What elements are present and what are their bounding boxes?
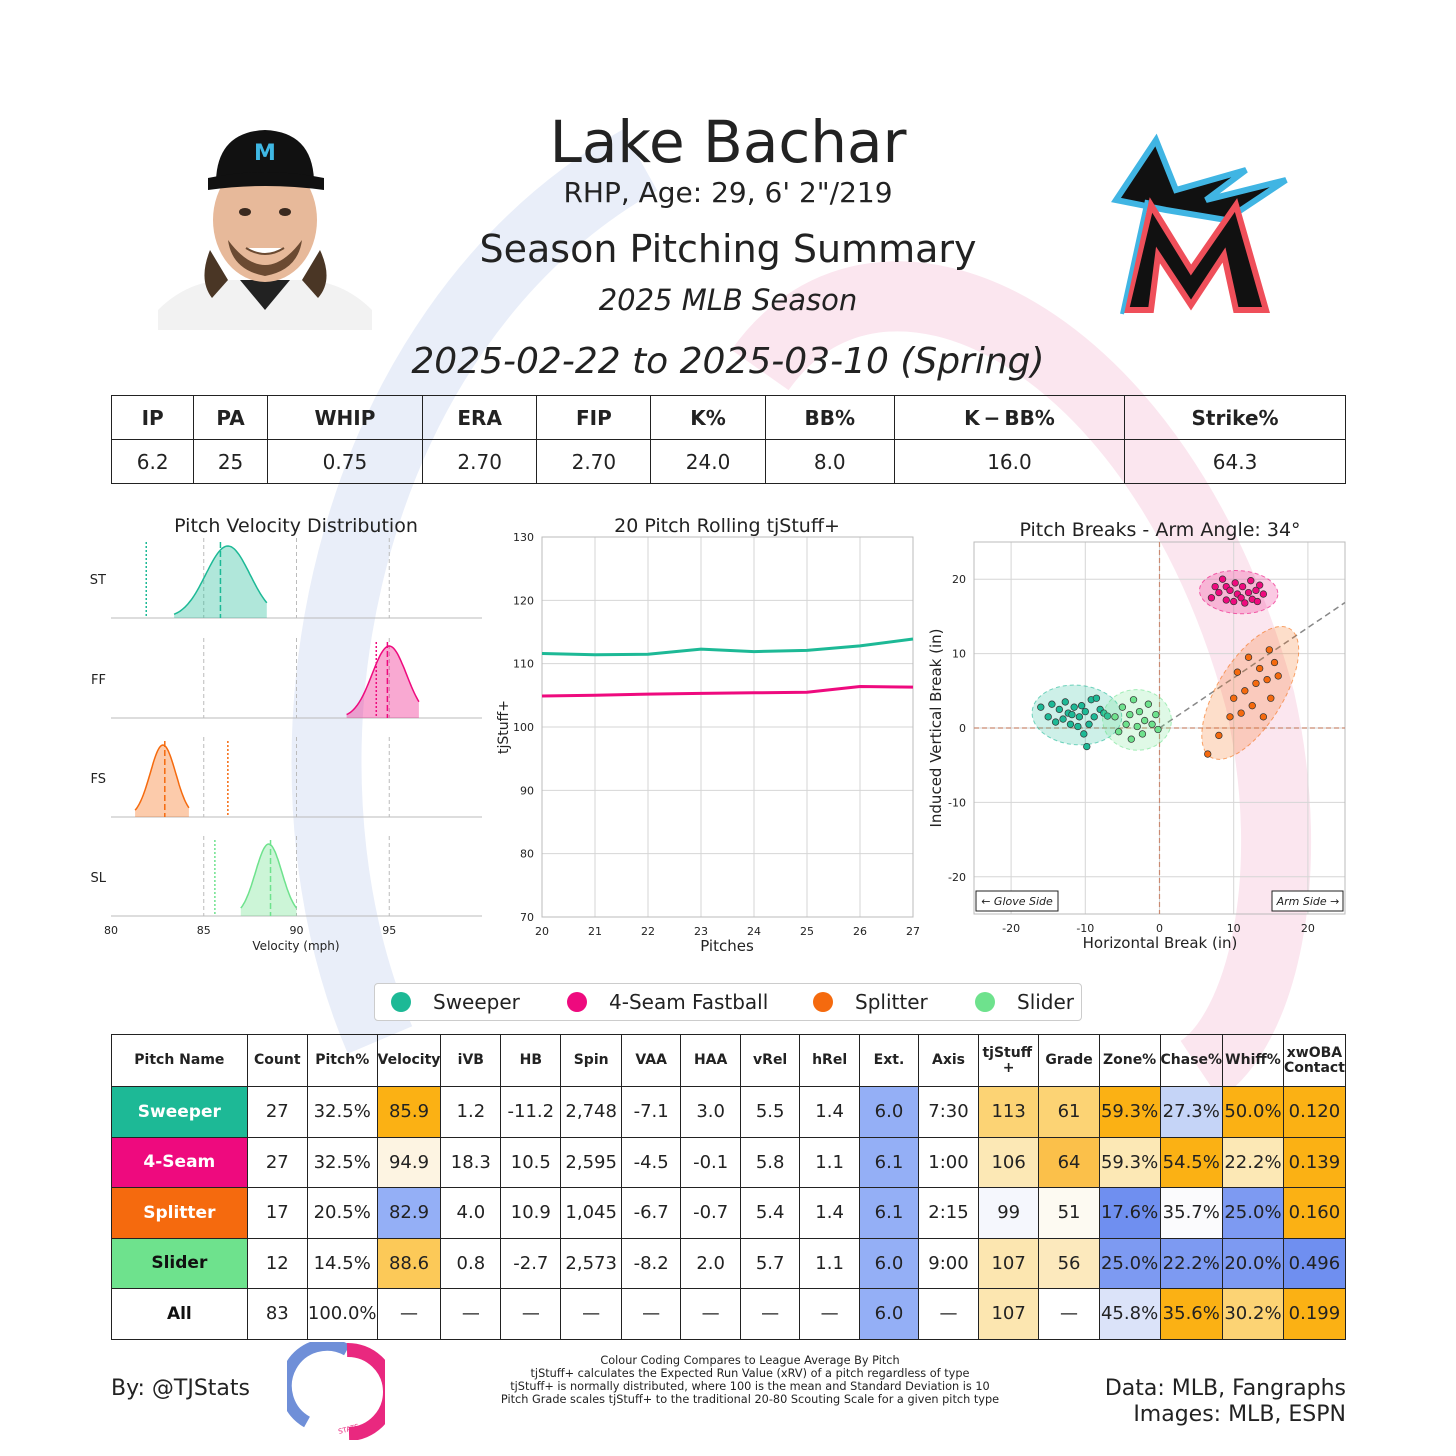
- x-tick-label: 25: [800, 925, 814, 938]
- scatter-point: [1247, 577, 1254, 584]
- player-bio: RHP, Age: 29, 6' 2"/219: [563, 176, 893, 209]
- scatter-point: [1208, 595, 1215, 602]
- x-tick-label: 26: [853, 925, 867, 938]
- scatter-point: [1271, 659, 1278, 666]
- series-line: [542, 639, 913, 655]
- season-stats-table: [111, 395, 1346, 484]
- scatter-point: [1076, 714, 1083, 721]
- stat-header: ERA: [423, 396, 537, 440]
- pitch-table-header: Spin: [561, 1035, 621, 1087]
- pitch-table-cell: 0.160: [1283, 1188, 1345, 1239]
- x-tick-label: 24: [747, 925, 761, 938]
- pitch-table-cell: 1,045: [561, 1188, 621, 1239]
- velocity-distribution-chart: [80, 510, 500, 960]
- scatter-point: [1119, 704, 1126, 711]
- stat-value: 16.0: [894, 440, 1124, 484]
- pitch-table-header: VAA: [621, 1035, 681, 1087]
- scatter-point: [1112, 714, 1119, 721]
- table-row: [112, 1188, 1346, 1239]
- player-name: Lake Bachar: [549, 108, 907, 176]
- pitch-table-cell: -4.5: [621, 1137, 681, 1188]
- y-tick-label: 20: [952, 573, 966, 587]
- legend-swatch: [813, 992, 833, 1012]
- pitch-table-cell: 25.0%: [1223, 1188, 1284, 1239]
- pitch-table-cell: 107: [978, 1289, 1039, 1340]
- legend-item: [567, 990, 768, 1014]
- pitch-table-header: xwOBA Contact: [1283, 1035, 1345, 1087]
- pitch-table-cell: 32.5%: [307, 1137, 377, 1188]
- pitch-table-header: Grade: [1039, 1035, 1099, 1087]
- pitch-legend: [374, 983, 1082, 1021]
- footnote: tjStuff+ calculates the Expected Run Value (xRV) of a pitch regardless of type: [530, 1367, 970, 1380]
- footnotes: [470, 1354, 1030, 1406]
- pitch-table-cell: —: [501, 1289, 561, 1340]
- pitch-table-cell: -0.1: [681, 1137, 741, 1188]
- x-tick-label: 0: [1156, 922, 1163, 935]
- pitch-name-cell: Slider: [112, 1238, 248, 1289]
- pitch-table-cell: 6.0: [859, 1289, 918, 1340]
- scatter-point: [1082, 708, 1089, 715]
- images-credit: Images: MLB, ESPN: [1133, 1402, 1346, 1427]
- scatter-point: [1232, 580, 1239, 587]
- scatter-point: [1045, 714, 1052, 721]
- scatter-point: [1056, 706, 1063, 713]
- scatter-point: [1078, 702, 1085, 709]
- pitch-table-header: Axis: [919, 1035, 979, 1087]
- pitch-table-cell: 1.2: [441, 1087, 501, 1138]
- y-tick-label: 110: [513, 657, 534, 671]
- pitch-table-cell: 20.5%: [307, 1188, 377, 1239]
- pitch-name-cell: Splitter: [112, 1188, 248, 1239]
- x-tick-label: 10: [1226, 922, 1241, 935]
- scatter-point: [1134, 723, 1141, 730]
- scatter-point: [1149, 721, 1156, 728]
- stat-header: Strike%: [1125, 396, 1346, 440]
- pitch-table-cell: 6.1: [859, 1188, 918, 1239]
- chart-title: Pitch Breaks - Arm Angle: 34°: [1019, 519, 1301, 541]
- legend-swatch: [391, 992, 411, 1012]
- pitch-table-cell: -2.7: [501, 1238, 561, 1289]
- stat-value: 24.0: [651, 440, 765, 484]
- footnote: Pitch Grade scales tjStuff+ to the traditional 20-80 Scouting Scale for a given pitch type: [500, 1393, 1000, 1406]
- y-tick-label: -10: [948, 796, 966, 810]
- scatter-point: [1245, 654, 1252, 661]
- pitch-table-cell: 7:30: [919, 1087, 979, 1138]
- scatter-point: [1212, 583, 1219, 590]
- pitch-table-cell: —: [1039, 1289, 1099, 1340]
- x-tick-label: 22: [641, 925, 655, 938]
- pitch-table-cell: -7.1: [621, 1087, 681, 1138]
- scatter-point: [1249, 702, 1256, 709]
- pitch-table-cell: —: [377, 1289, 441, 1340]
- pitch-table-cell: —: [441, 1289, 501, 1340]
- table-row: [112, 1137, 1346, 1188]
- x-axis-label: Pitches: [700, 937, 754, 955]
- density-area: [135, 745, 189, 817]
- stat-header: FIP: [537, 396, 651, 440]
- x-tick-label: 21: [588, 925, 602, 938]
- pitch-table-cell: 54.5%: [1160, 1137, 1223, 1188]
- pitch-table-cell: 2:15: [919, 1188, 979, 1239]
- legend-item: [975, 990, 1074, 1014]
- scatter-point: [1075, 723, 1082, 730]
- pitch-table-cell: 20.0%: [1223, 1238, 1284, 1289]
- series-line: [542, 687, 913, 697]
- pitch-table-header: HAA: [681, 1035, 741, 1087]
- y-tick-label: 70: [520, 911, 534, 924]
- pitch-table-cell: 59.3%: [1099, 1137, 1160, 1188]
- y-tick-label: 80: [520, 847, 534, 861]
- scatter-point: [1141, 717, 1148, 724]
- author-credit: By: @TJStats: [111, 1376, 251, 1401]
- scatter-point: [1216, 732, 1223, 739]
- pitch-table-header: iVB: [441, 1035, 501, 1087]
- scatter-point: [1130, 696, 1137, 703]
- row-label: ST: [89, 573, 106, 588]
- pitch-table-cell: 35.6%: [1160, 1289, 1223, 1340]
- pitch-name-cell: All: [112, 1289, 248, 1340]
- row-label: FS: [90, 772, 106, 787]
- scatter-point: [1260, 591, 1267, 598]
- pitch-table-cell: 88.6: [377, 1238, 441, 1289]
- scatter-point: [1155, 726, 1162, 733]
- logo-text: STATS: [337, 1422, 360, 1436]
- pitch-table-cell: 5.8: [740, 1137, 799, 1188]
- scatter-point: [1081, 731, 1088, 738]
- pitch-table-cell: 4.0: [441, 1188, 501, 1239]
- x-tick-label: 23: [694, 925, 708, 938]
- pitch-table-cell: 1.4: [800, 1087, 860, 1138]
- pitch-table-cell: 1.1: [800, 1137, 860, 1188]
- scatter-point: [1266, 647, 1273, 654]
- legend-item: [813, 990, 928, 1014]
- pitch-table-cell: 2.0: [681, 1238, 741, 1289]
- pitch-table-header: Zone%: [1099, 1035, 1160, 1087]
- pitch-table-cell: —: [800, 1289, 860, 1340]
- y-tick-label: 90: [520, 784, 534, 798]
- scatter-point: [1115, 728, 1122, 735]
- x-tick-label: 27: [906, 925, 920, 938]
- arm-side-label: Arm Side →: [1276, 895, 1340, 908]
- x-tick-label: 85: [196, 924, 211, 937]
- cluster-ellipse: [1183, 612, 1318, 775]
- x-tick-label: 95: [382, 924, 397, 937]
- pitch-table-cell: 2,573: [561, 1238, 621, 1289]
- pitch-table-cell: 1:00: [919, 1137, 979, 1188]
- scatter-point: [1052, 719, 1059, 726]
- density-area: [241, 844, 297, 916]
- data-credit: Data: MLB, Fangraphs: [1104, 1376, 1346, 1401]
- pitch-table-cell: 0.8: [441, 1238, 501, 1289]
- pitch-table-cell: 35.7%: [1160, 1188, 1223, 1239]
- pitch-table-header: Pitch Name: [112, 1035, 248, 1087]
- scatter-point: [1123, 721, 1130, 728]
- scatter-point: [1219, 576, 1226, 583]
- scatter-point: [1275, 673, 1282, 680]
- pitch-table-cell: -8.2: [621, 1238, 681, 1289]
- pitch-table-cell: 2,748: [561, 1087, 621, 1138]
- pitch-table-cell: 59.3%: [1099, 1087, 1160, 1138]
- scatter-point: [1139, 731, 1146, 738]
- legend-label: Slider: [1017, 990, 1075, 1014]
- scatter-point: [1086, 721, 1093, 728]
- pitch-table-header: hRel: [800, 1035, 860, 1087]
- pitch-metrics-table: [111, 1034, 1346, 1340]
- scatter-point: [1234, 669, 1241, 676]
- density-area: [347, 646, 419, 718]
- pitch-table-header: Pitch%: [307, 1035, 377, 1087]
- stat-header: WHIP: [267, 396, 422, 440]
- pitch-table-cell: 6.1: [859, 1137, 918, 1188]
- scatter-point: [1062, 699, 1069, 706]
- season-label: 2025 MLB Season: [598, 283, 858, 317]
- y-tick-label: 130: [513, 531, 534, 544]
- scatter-point: [1060, 716, 1067, 723]
- stat-value: 0.75: [267, 440, 422, 484]
- pitch-table-cell: 1.4: [800, 1188, 860, 1239]
- x-tick-label: -10: [1076, 922, 1095, 935]
- table-row: [112, 1289, 1346, 1340]
- pitch-table-cell: 10.5: [501, 1137, 561, 1188]
- scatter-point: [1152, 711, 1159, 718]
- pitch-table-cell: -6.7: [621, 1188, 681, 1239]
- scatter-point: [1264, 676, 1271, 683]
- scatter-point: [1230, 598, 1237, 605]
- pitch-table-cell: 64: [1039, 1137, 1099, 1188]
- stats-value-row: [112, 440, 1346, 484]
- pitch-table-cell: 61: [1039, 1087, 1099, 1138]
- pitch-table-cell: —: [681, 1289, 741, 1340]
- pitch-table-cell: 113: [978, 1087, 1039, 1138]
- pitch-table-cell: 0.496: [1283, 1238, 1345, 1289]
- scatter-point: [1069, 711, 1076, 718]
- pitch-table-cell: 99: [978, 1188, 1039, 1239]
- y-axis-label: tjStuff+: [496, 699, 512, 755]
- scatter-point: [1216, 589, 1223, 596]
- glove-side-label: ← Glove Side: [981, 895, 1053, 908]
- pitch-table-cell: 17.6%: [1099, 1188, 1160, 1239]
- scatter-point: [1037, 704, 1044, 711]
- table-row: [112, 1238, 1346, 1289]
- pitch-table-cell: -11.2: [501, 1087, 561, 1138]
- legend-swatch: [975, 992, 995, 1012]
- pitch-table-cell: 18.3: [441, 1137, 501, 1188]
- pitch-table-cell: 27: [247, 1087, 307, 1138]
- pitch-table-cell: 51: [1039, 1188, 1099, 1239]
- stat-header: K − BB%: [894, 396, 1124, 440]
- scatter-point: [1093, 695, 1100, 702]
- pitch-table-cell: 17: [247, 1188, 307, 1239]
- pitch-table-cell: 0.120: [1283, 1087, 1345, 1138]
- scatter-point: [1227, 587, 1234, 594]
- pitch-table-cell: 12: [247, 1238, 307, 1289]
- pitch-table-cell: 5.7: [740, 1238, 799, 1289]
- stat-header: BB%: [765, 396, 894, 440]
- scatter-point: [1049, 701, 1056, 708]
- scatter-point: [1067, 721, 1074, 728]
- pitch-table-cell: —: [919, 1289, 979, 1340]
- pitch-table-cell: 27.3%: [1160, 1087, 1223, 1138]
- date-range: 2025-02-22 to 2025-03-10 (Spring): [411, 341, 1045, 382]
- pitch-breaks-chart: [915, 510, 1365, 960]
- scatter-point: [1242, 600, 1249, 607]
- scatter-point: [1091, 714, 1098, 721]
- pitch-table-header: Velocity: [377, 1035, 441, 1087]
- stat-header: PA: [194, 396, 268, 440]
- scatter-point: [1239, 583, 1246, 590]
- pitch-table-cell: 94.9: [377, 1137, 441, 1188]
- pitch-table-cell: 27: [247, 1137, 307, 1188]
- pitch-table-cell: 6.0: [859, 1087, 918, 1138]
- pitch-table-cell: 85.9: [377, 1087, 441, 1138]
- pitch-table-header: tjStuff +: [978, 1035, 1039, 1087]
- x-axis-label: Horizontal Break (in): [1082, 934, 1238, 952]
- data-credit-block: [1030, 1376, 1346, 1428]
- pitch-table-cell: 2,595: [561, 1137, 621, 1188]
- scatter-point: [1223, 597, 1230, 604]
- pitch-table-cell: 1.1: [800, 1238, 860, 1289]
- pitch-table-cell: 45.8%: [1099, 1289, 1160, 1340]
- scatter-point: [1071, 704, 1078, 711]
- pitch-table-cell: 3.0: [681, 1087, 741, 1138]
- scatter-point: [1256, 582, 1263, 589]
- pitch-table-header: Count: [247, 1035, 307, 1087]
- pitch-table-cell: 100.0%: [307, 1289, 377, 1340]
- legend-label: Sweeper: [433, 990, 520, 1014]
- pitch-table-header-row: [112, 1035, 1346, 1087]
- legend-label: 4-Seam Fastball: [609, 990, 769, 1014]
- scatter-point: [1253, 680, 1260, 687]
- scatter-point: [1268, 695, 1275, 702]
- pitch-name-cell: Sweeper: [112, 1087, 248, 1138]
- scatter-point: [1128, 736, 1135, 743]
- pitch-table-cell: —: [561, 1289, 621, 1340]
- pitch-table-cell: 25.0%: [1099, 1238, 1160, 1289]
- stat-header: K%: [651, 396, 765, 440]
- pitch-table-header: Whiff%: [1223, 1035, 1284, 1087]
- pitch-table-cell: 82.9: [377, 1188, 441, 1239]
- scatter-point: [1238, 710, 1245, 717]
- pitch-table-cell: 83: [247, 1289, 307, 1340]
- chart-title: 20 Pitch Rolling tjStuff+: [614, 515, 840, 537]
- pitch-table-header: vRel: [740, 1035, 799, 1087]
- pitch-table-cell: -0.7: [681, 1188, 741, 1239]
- scatter-point: [1136, 708, 1143, 715]
- x-axis-label: Velocity (mph): [252, 939, 340, 953]
- pitch-table-cell: 0.199: [1283, 1289, 1345, 1340]
- legend-item: [391, 990, 520, 1014]
- pitch-table-header: Chase%: [1160, 1035, 1223, 1087]
- pitch-table-cell: 6.0: [859, 1238, 918, 1289]
- scatter-point: [1127, 711, 1134, 718]
- row-label: SL: [90, 871, 106, 886]
- pitch-table-cell: 9:00: [919, 1238, 979, 1289]
- stat-header: IP: [112, 396, 194, 440]
- rolling-stuff-chart: [490, 510, 930, 960]
- y-tick-label: 100: [513, 721, 534, 734]
- row-label: FF: [91, 673, 106, 688]
- x-tick-label: 20: [535, 925, 549, 938]
- y-axis-label: Induced Vertical Break (in): [927, 628, 945, 828]
- stat-value: 2.70: [423, 440, 537, 484]
- pitch-table-cell: 22.2%: [1160, 1238, 1223, 1289]
- pitch-table-cell: 106: [978, 1137, 1039, 1188]
- scatter-point: [1245, 589, 1252, 596]
- chart-title: Pitch Velocity Distribution: [174, 515, 418, 537]
- y-tick-label: 10: [952, 647, 966, 661]
- pitch-table-cell: 107: [978, 1238, 1039, 1289]
- stat-value: 6.2: [112, 440, 194, 484]
- table-row: [112, 1087, 1346, 1138]
- pitch-table-header: HB: [501, 1035, 561, 1087]
- stats-header-row: [112, 396, 1346, 440]
- x-tick-label: -20: [1002, 922, 1021, 935]
- legend-label: Splitter: [855, 990, 928, 1014]
- pitch-table-cell: 30.2%: [1223, 1289, 1284, 1340]
- pitch-table-cell: —: [621, 1289, 681, 1340]
- pitch-table-cell: 5.5: [740, 1087, 799, 1138]
- svg-text:M: M: [254, 141, 276, 166]
- tjstats-logo: [287, 1342, 385, 1440]
- scatter-point: [1242, 688, 1249, 695]
- y-tick-label: 0: [959, 722, 966, 735]
- stat-value: 25: [194, 440, 268, 484]
- legend-swatch: [567, 992, 587, 1012]
- footnote: tjStuff+ is normally distributed, where 100 is the mean and Standard Deviation is 10: [510, 1380, 990, 1393]
- stat-value: 8.0: [765, 440, 894, 484]
- pitch-table-cell: 32.5%: [307, 1087, 377, 1138]
- pitch-table-cell: 56: [1039, 1238, 1099, 1289]
- pitch-table-header: Ext.: [859, 1035, 918, 1087]
- pitch-table-cell: —: [740, 1289, 799, 1340]
- pitch-table-cell: 0.139: [1283, 1137, 1345, 1188]
- scatter-point: [1230, 695, 1237, 702]
- pitch-table-cell: 50.0%: [1223, 1087, 1284, 1138]
- x-tick-label: 20: [1300, 922, 1315, 935]
- pitch-name-cell: 4-Seam: [112, 1137, 248, 1188]
- stat-value: 64.3: [1125, 440, 1346, 484]
- y-tick-label: -20: [948, 870, 966, 884]
- scatter-point: [1256, 665, 1263, 672]
- pitch-table-cell: 14.5%: [307, 1238, 377, 1289]
- pitch-table-cell: 22.2%: [1223, 1137, 1284, 1188]
- scatter-point: [1083, 743, 1090, 750]
- footnote: Colour Coding Compares to League Average By Pitch: [600, 1354, 900, 1367]
- scatter-point: [1254, 598, 1261, 605]
- scatter-point: [1145, 701, 1152, 708]
- y-tick-label: 120: [513, 594, 534, 608]
- x-tick-label: 90: [289, 924, 304, 937]
- summary-title: Season Pitching Summary: [479, 227, 977, 271]
- scatter-point: [1204, 751, 1211, 758]
- pitch-table-cell: 10.9: [501, 1188, 561, 1239]
- scatter-point: [1260, 714, 1267, 721]
- stat-value: 2.70: [537, 440, 651, 484]
- pitch-table-cell: 5.4: [740, 1188, 799, 1239]
- scatter-point: [1227, 714, 1234, 721]
- x-tick-label: 80: [104, 924, 118, 937]
